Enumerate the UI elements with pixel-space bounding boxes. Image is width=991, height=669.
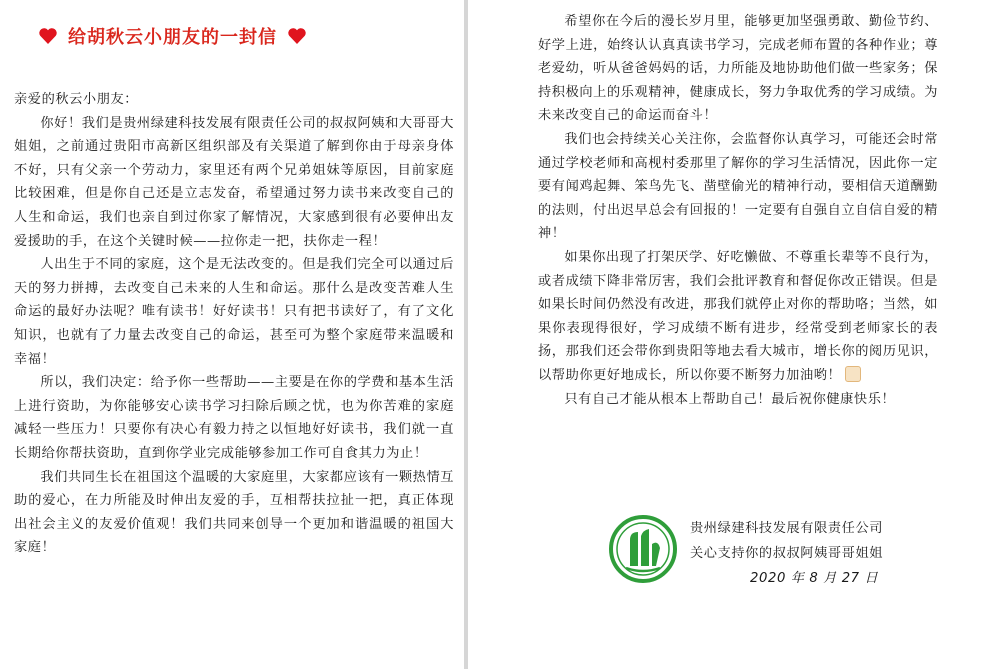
signature-block [608,512,928,592]
paragraph: 所以，我们决定：给予你一些帮助——主要是在你的学费和基本生活上进行资助，为你能够安心读书学习扫除后顾之忧，也为你苦难的家庭减轻一些压力！只要你有决心有毅力持之以恒地好好读书，我们就一直长期给你帮扶资助，直到你学业完成能够参加工作可自食其力为止！ [14,375,455,461]
paragraph [538,246,938,388]
closing-line: 只有自己才能从根本上帮助自己！最后祝你健康快乐！ [564,391,896,407]
fist-emoji-icon [845,366,861,382]
paragraph-text: 如果你出现了打架厌学、好吃懒做、不尊重长辈等不良行为，或者成绩下降非常厉害，我们会批评教育和督促你改正错误。但是如果长时间仍然没有改进，那我们就停止对你的帮助咯；当然，如果你表现得很好，学习成绩不断有进步，经常受到老师家长的表扬，那我们还会带你到贵阳等地去看大城市，增长你的阅历见识，以帮助你更好地成长，所以你要不断努力加油哟！ [538,249,938,383]
salutation: 亲爱的秋云小朋友： [14,92,139,107]
heart-icon [38,26,58,46]
signature-company: 贵州绿建科技发展有限责任公司 [690,521,884,536]
paragraph: 希望你在今后的漫长岁月里，能够更加坚强勇敢、勤俭节约、好学上进，始终认认真真读书学习，完成老师布置的各种作业；尊老爱幼，听从爸爸妈妈的话，力所能及地协助他们做一些家务；保持积极向上的乐观精神，健康成长，努力争取优秀的学习成绩。为未来改变自己的命运而奋斗！ [538,14,938,124]
paragraph: 你好！我们是贵州绿建科技发展有限责任公司的叔叔阿姨和大哥哥大姐姐，之前通过贵阳市高新区组织部及有关渠道了解到你由于母亲身体不好，只有父亲一个劳动力，家里还有两个兄弟姐妹等原因，目前家庭比较困难，但是你自己还是立志发奋，希望通过努力读书来改变自己的人生和命运，我们也亲自到过你家了解情况，大家感到很有必要伸出友爱援助的手，在这个关键时候——拉你走一把，扶你走一程！ [14,115,455,249]
paragraph: 我们也会持续关心关注你，会监督你认真学习，可能还会时常通过学校老师和高枧村委那里了解你的学习生活情况，因此你一定要有闻鸡起舞、笨鸟先飞、凿壁偷光的精神行动，要相信天道酬勤的法则，付出迟早总会有回报的！一定要有自强自立自信自爱的精神！ [538,131,938,242]
letter-title-row [38,20,368,52]
heart-icon [287,26,307,46]
paragraph: 我们共同生长在祖国这个温暖的大家庭里，大家都应该有一颗热情互助的爱心，在力所能及时伸出友爱的手，互相帮扶拉扯一把，真正体现出社会主义的友爱价值观！我们共同来创导一个更加和谐温暖的祖国大家庭！ [14,469,455,556]
letter-body-left [14,88,454,560]
paragraph: 人出生于不同的家庭，这个是无法改变的。但是我们完全可以通过后天的努力拼搏，去改变自己未来的人生和命运。那什么是改变苦难人生命运的最好办法呢？唯有读书！好好读书！只有把书读好了，有了文化知识，也就有了力量去改变自己的命运，甚至可为整个家庭带来温暖和幸福！ [14,257,455,367]
letter-title: 给胡秋云小朋友的一封信 [68,27,277,48]
company-logo-icon [608,514,678,584]
signature-line2: 关心支持你的叔叔阿姨哥哥姐姐 [690,546,884,561]
letter-body-right [538,10,938,411]
signature-date: 2020 年 8 月 27 日 [750,571,879,586]
